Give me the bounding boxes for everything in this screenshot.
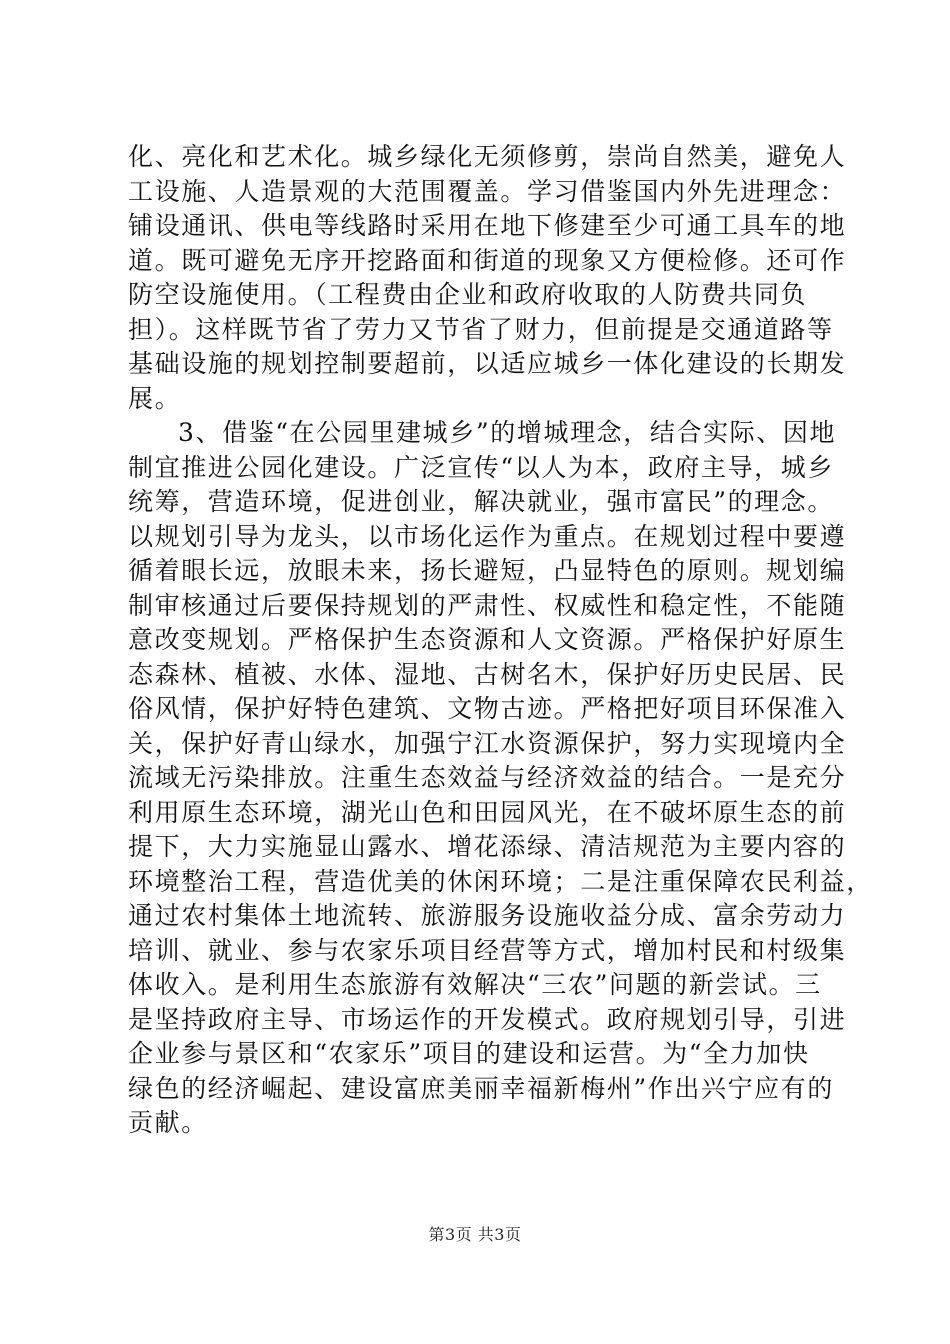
text-line: 以规划引导为龙头，以市场化运作为重点。在规划过程中要遵 (128, 521, 847, 551)
text-line: 是坚持政府主导、市场运作的开发模式。政府规划引导，引进 (128, 1004, 847, 1034)
text-line: 展。 (128, 383, 182, 413)
text-line: 3、借鉴“在公园里建城乡”的增城理念，结合实际、因地 (178, 418, 837, 447)
text-line: 流域无污染排放。注重生态效益与经济效益的结合。一是充分 (128, 763, 847, 792)
text-line: 担）。这样既节省了劳力又节省了财力，但前提是交通道路等 (128, 314, 834, 344)
text-line: 铺设通讯、供电等线路时采用在地下修建至少可通工具车的地 (128, 211, 847, 240)
text-line: 贡献。 (128, 1108, 208, 1137)
text-line: 基础设施的规划控制要超前，以适应城乡一体化建设的长期发 (128, 349, 847, 378)
text-line: 制审核通过后要保持规划的严肃性、权威性和稳定性，不能随 (128, 590, 847, 620)
text-line: 化、亮化和艺术化。城乡绿化无须修剪，崇尚自然美，避免人 (128, 142, 847, 171)
text-line: 防空设施使用。（工程费由企业和政府收取的人防费共同负 (128, 280, 808, 309)
text-line: 意改变规划。严格保护生态资源和人文资源。严格保护好原生 (128, 625, 847, 654)
text-line: 态森林、植被、水体、湿地、古树名木，保护好历史民居、民 (128, 659, 847, 689)
paragraph-1 (128, 140, 847, 416)
text-line: 俗风情，保护好特色建筑、文物古迹。严格把好项目环保准入 (128, 694, 847, 723)
text-line: 统筹，营造环境，促进创业，解决就业，强市富民”的理念。 (128, 487, 834, 516)
text-line: 制宜推进公园化建设。广泛宣传“以人为本，政府主导，城乡 (128, 452, 834, 482)
paragraph-2 (128, 416, 873, 1141)
text-line: 道。既可避免无序开挖路面和街道的现象又方便检修。还可作 (128, 245, 847, 275)
text-line: 环境整治工程，营造优美的休闲环境；二是注重保障农民利益， (128, 866, 873, 896)
text-line: 通过农村集体土地流转、旅游服务设施收益分成、富余劳动力 (128, 901, 847, 930)
text-line: 绿色的经济崛起、建设富庶美丽幸福新梅州”作出兴宁应有的 (128, 1073, 834, 1103)
text-line: 提下，大力实施显山露水、增花添绿、清洁规范为主要内容的 (128, 832, 847, 861)
text-line: 培训、就业、参与农家乐项目经营等方式，增加村民和村级集 (128, 935, 847, 965)
page-number-footer: 第3页 共3页 (428, 1225, 522, 1244)
text-line: 利用原生态环境，湖光山色和田园风光，在不破坏原生态的前 (128, 797, 847, 827)
text-line: 体收入。是利用生态旅游有效解决“三农”问题的新尝试。三 (128, 970, 822, 999)
text-line: 关，保护好青山绿水，加强宁江水资源保护，努力实现境内全 (128, 728, 847, 758)
document-body (128, 140, 873, 1141)
text-line: 企业参与景区和“农家乐”项目的建设和运营。为“全力加快 (128, 1039, 810, 1068)
text-line: 循着眼长远，放眼未来，扬长避短，凸显特色的原则。规划编 (128, 556, 847, 585)
text-line: 工设施、人造景观的大范围覆盖。学习借鉴国内外先进理念： (128, 176, 847, 206)
